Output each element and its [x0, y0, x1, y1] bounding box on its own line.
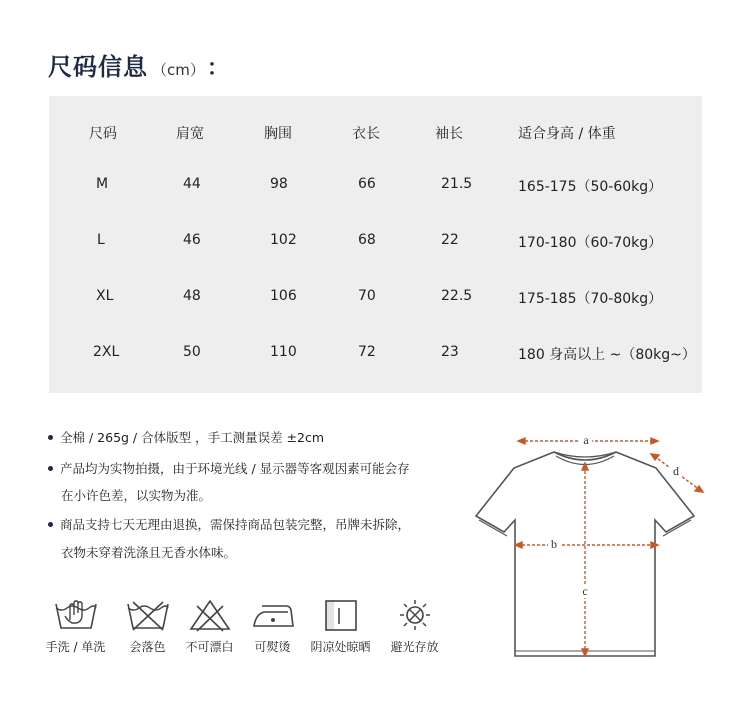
- shade-dry-icon: [318, 598, 364, 632]
- page-title: [48, 47, 229, 82]
- label-c: c: [582, 584, 588, 598]
- table-cell: 46: [183, 232, 201, 248]
- no-bleach-icon: [187, 598, 233, 632]
- header-sleeve: 袖长: [435, 126, 463, 142]
- care-item-hand-wash: [38, 598, 113, 655]
- care-item-iron: [235, 598, 310, 655]
- bullet-icon: [48, 435, 53, 440]
- care-label: 不可漂白: [185, 640, 234, 654]
- table-cell: 66: [358, 176, 376, 192]
- table-cell: 170-180（60-70kg）: [518, 235, 663, 251]
- table-cell: 44: [183, 176, 201, 192]
- table-cell: M: [96, 176, 109, 192]
- care-label: 阴凉处晾晒: [310, 640, 371, 654]
- table-cell: 22: [441, 232, 459, 248]
- iron-icon: [250, 598, 296, 632]
- note-item: 全棉 / 265g / 合体版型 ，手工测量误差 ±2cm: [48, 428, 324, 446]
- table-cell: 2XL: [93, 344, 120, 360]
- bullet-icon: [48, 466, 53, 471]
- title-main: 尺码信息: [48, 53, 148, 81]
- table-cell: 72: [358, 344, 376, 360]
- table-cell: 21.5: [441, 176, 473, 192]
- table-cell: 70: [358, 288, 376, 304]
- table-cell: 48: [183, 288, 201, 304]
- table-cell: 165-175（50-60kg）: [518, 179, 663, 195]
- care-label: 手洗 / 单洗: [45, 640, 106, 654]
- label-b: b: [551, 537, 557, 551]
- table-cell: 23: [441, 344, 459, 360]
- title-colon: ：: [206, 56, 229, 81]
- tshirt-outline-icon: [468, 428, 718, 668]
- tshirt-measurement-diagram: [468, 428, 718, 668]
- care-label: 避光存放: [390, 640, 439, 654]
- label-d: d: [673, 464, 679, 478]
- note-item: 商品支持七天无理由退换，需保持商品包装完整，吊牌未拆除，: [48, 515, 410, 533]
- size-table: [49, 96, 702, 393]
- header-fit: 适合身高 / 体重: [518, 126, 616, 142]
- care-label: 可熨烫: [254, 640, 291, 654]
- table-cell: 175-185（70-80kg）: [518, 291, 663, 307]
- note-item: 产品均为实物拍摄，由于环境光线 / 显示器等客观因素可能会存: [48, 459, 410, 477]
- header-shoulder: 肩宽: [176, 126, 204, 142]
- table-cell: 98: [270, 176, 288, 192]
- header-size: 尺码: [89, 126, 117, 142]
- header-length: 衣长: [352, 126, 380, 142]
- table-cell: 22.5: [441, 288, 473, 304]
- table-cell: 180 身高以上 ~（80kg~）: [518, 347, 696, 363]
- table-cell: 106: [270, 288, 297, 304]
- title-unit: （cm）: [152, 61, 205, 79]
- fade-wash-icon: [125, 598, 171, 632]
- note-continuation: 衣物未穿着洗涤且无香水体味。: [61, 545, 237, 560]
- label-a: a: [583, 433, 589, 447]
- care-item-avoid-sun: [377, 598, 452, 655]
- table-cell: 110: [270, 344, 297, 360]
- table-cell: XL: [96, 288, 114, 304]
- table-cell: L: [97, 232, 105, 248]
- header-chest: 胸围: [264, 126, 292, 142]
- avoid-sun-icon: [392, 598, 438, 632]
- care-item-shade-dry: [303, 598, 378, 655]
- note-continuation: 在小许色差，以实物为准。: [61, 488, 212, 503]
- table-cell: 102: [270, 232, 297, 248]
- table-cell: 68: [358, 232, 376, 248]
- table-cell: 50: [183, 344, 201, 360]
- bullet-icon: [48, 522, 53, 527]
- hand-wash-icon: [53, 598, 99, 632]
- care-label: 会落色: [129, 640, 166, 654]
